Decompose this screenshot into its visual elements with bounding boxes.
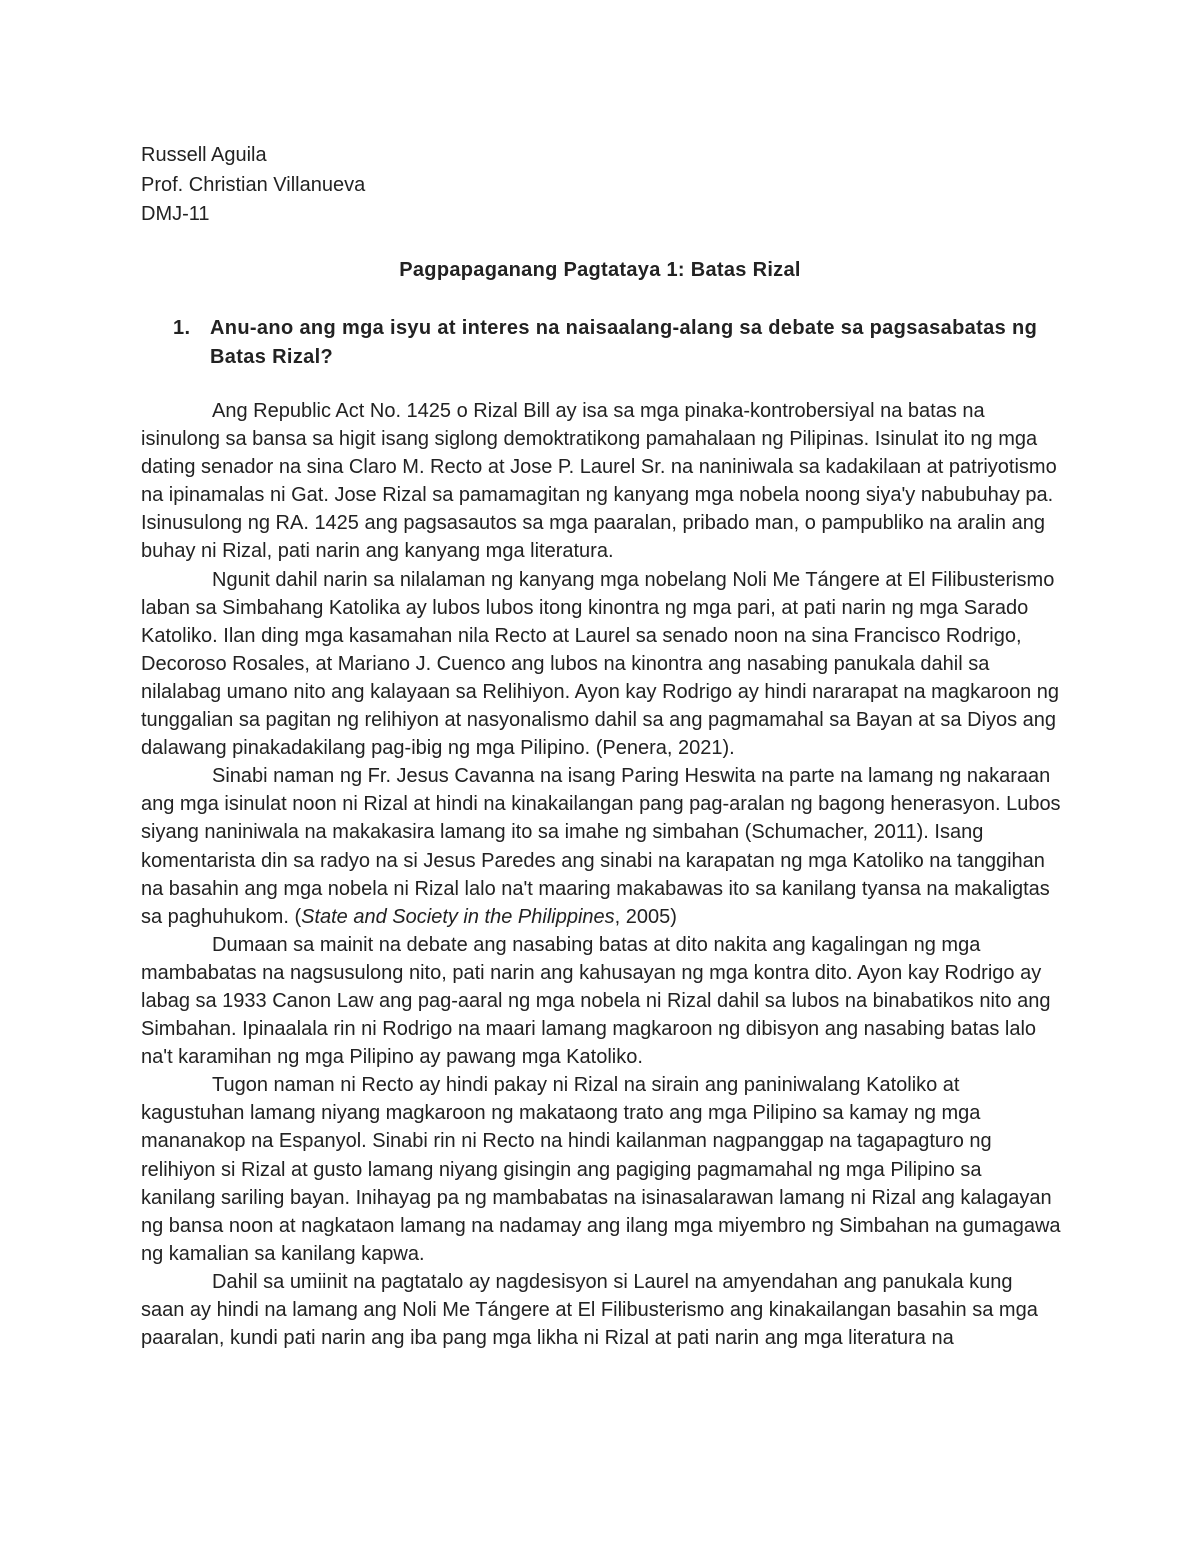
section-code: DMJ-11: [141, 203, 210, 225]
essay-body: [141, 397, 1061, 1352]
paragraph-3: [141, 762, 1061, 931]
paragraph-5: Tugon naman ni Recto ay hindi pakay ni Rizal na sirain ang paniniwalang Katoliko at kagustuhan lamang niyang magkaroon ng makataong trato ang mga Pilipino sa kamay ng mga mananakop na Espanyol. Sinabi rin ni Recto na hindi kailanman nagpanggap na tagapagturo ng relihiyon si Rizal at gusto lamang niyang gisingin ang pagiging pagmamahal ng mga Pilipino sa kanilang sariling bayan. Inihayag pa ng mambabatas na isinasalarawan lamang ni Rizal ang kalagayan ng bansa noon at nagkataon lamang na nadamay ang ilang mga miyembro ng Simbahan na gumagawa ng kamalian sa kanilang kapwa.: [141, 1074, 1061, 1265]
document-header: [141, 141, 365, 230]
author-name: Russell Aguila: [141, 144, 267, 166]
paragraph-3-citation-year: , 2005): [614, 905, 677, 928]
question-item: [173, 314, 1073, 371]
paragraph-1: Ang Republic Act No. 1425 o Rizal Bill ay isa sa mga pinaka-kontrobersiyal na batas na isinulong sa bansa sa higit isang siglong demoktratikong pamahalaan ng Pilipinas. Isinulat ito ng mga dating senador na sina Claro M. Recto at Jose P. Laurel Sr. na naniniwala sa kadakilaan at patriyotismo na ipinamalas ni Gat. Jose Rizal sa pamamagitan ng kanyang mga nobela noong siya'y nabubuhay pa. Isinusulong ng RA. 1425 ang pagsasautos sa mga paaralan, pribado man, o pampubliko na aralin ang buhay ni Rizal, pati narin ang kanyang mga literatura.: [141, 400, 1057, 563]
paragraph-4: Dumaan sa mainit na debate ang nasabing batas at dito nakita ang kagalingan ng mga mambabatas na nagsusulong nito, pati narin ang kahusayan ng mga kontra dito. Ayon kay Rodrigo ay labag sa 1933 Canon Law ang pag-aaral ng mga nobela ni Rizal dahil sa lubos na binabatikos nito ang Simbahan. Ipinaalala rin ni Rodrigo na maari lamang magkaroon ng dibisyon ang nasabing batas lalo na't karamihan ng mga Pilipino ay pawang mga Katoliko.: [141, 933, 1051, 1069]
cited-work-title: State and Society in the Philippines: [301, 905, 615, 928]
paragraph-2: Ngunit dahil narin sa nilalaman ng kanyang mga nobelang Noli Me Tángere at El Filibusterismo laban sa Simbahang Katolika ay lubos lubos itong kinontra ng mga pari, at pati narin ng mga Sarado Katoliko. Ilan ding mga kasamahan nila Recto at Laurel sa senado noon na sina Francisco Rodrigo, Decoroso Rosales, at Mariano J. Cuenco ang lubos na kinontra ang nasabing panukala dahil sa nilalabag umano nito ang kalayaan sa Relihiyon. Ayon kay Rodrigo ay hindi nararapat na magkaroon ng tunggalian sa pagitan ng relihiyon at nasyonalismo dahil sa ang pagmamahal sa Bayan at sa Diyos ang dalawang pinakadakilang pag-ibig ng mga Pilipino. (Penera, 2021).: [141, 568, 1060, 760]
document-title: Pagpapaganang Pagtataya 1: Batas Rizal: [399, 259, 801, 281]
question-number: 1.: [173, 317, 191, 339]
paragraph-3-text: Sinabi naman ng Fr. Jesus Cavanna na isang Paring Heswita na parte na lamang ng nakaraan ang mga isinulat noon ni Rizal at hindi na kinakailangan pang pag-aralan ng bagong henerasyon. Lubos siyang naniniwala na makakasira lamang ito sa imahe ng simbahan (Schumacher, 2011). Isang komentarista din sa radyo na si Jesus Paredes ang sinabi na karapatan ng mga Katoliko na tanggihan na basahin ang mga nobela ni Rizal lalo na't maaring makabawas ito sa kanilang tyansa na makaligtas sa paghuhukom. (: [141, 765, 1061, 928]
question-text: Anu-ano ang mga isyu at interes na naisaalang-alang sa debate sa pagsasabatas ng Batas Rizal?: [210, 317, 1038, 368]
paragraph-6: Dahil sa umiinit na pagtatalo ay nagdesisyon si Laurel na amyendahan ang panukala kung saan ay hindi na lamang ang Noli Me Tángere at El Filibusterismo ang kinakailangan basahin sa mga paaralan, kundi pati narin ang iba pang mga likha ni Rizal at pati narin ang mga literatura na: [141, 1270, 1038, 1350]
professor-name: Prof. Christian Villanueva: [141, 173, 366, 196]
